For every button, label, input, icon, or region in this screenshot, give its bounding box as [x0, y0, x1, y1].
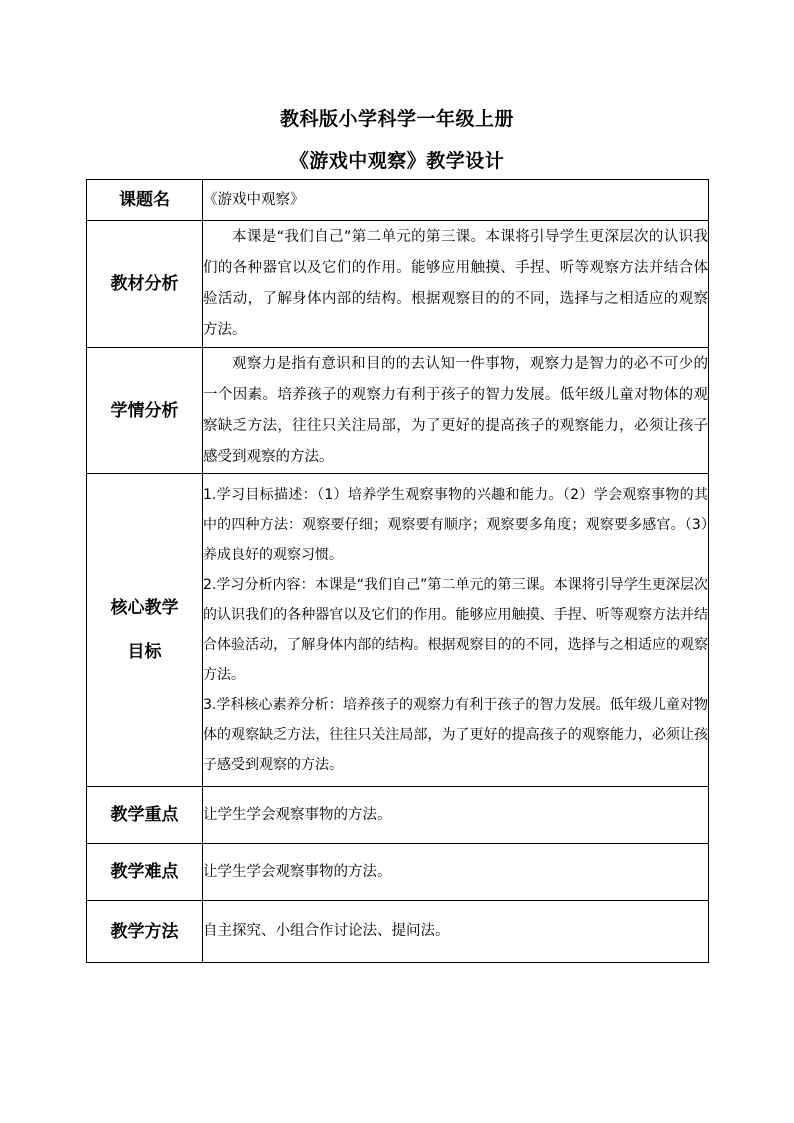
goal-item-3: 3.学科核心素养分析：培养孩子的观察力有利于孩子的智力发展。低年级儿童对物体的观察缺乏方法，往往只关注局部，为了更好的提高孩子的观察能力，必须让孩子感受到观察的方法。	[203, 697, 708, 773]
label-method: 教学方法	[87, 901, 203, 963]
label-core-goals-line1: 核心教学	[110, 598, 179, 618]
label-topic: 课题名	[87, 180, 203, 221]
label-material-analysis: 教材分析	[87, 221, 203, 348]
content-topic: 《游戏中观察》	[203, 180, 709, 221]
label-core-goals	[87, 474, 203, 787]
row-core-goals	[87, 474, 709, 787]
lesson-plan-table	[86, 179, 709, 963]
label-student-analysis: 学情分析	[87, 348, 203, 474]
row-student-analysis	[87, 348, 709, 474]
row-material-analysis	[87, 221, 709, 348]
content-material-analysis: 本课是“我们自己”第二单元的第三课。本课将引导学生更深层次的认识我们的各种器官以及它们的作用。能够应用触摸、手捏、听等观察方法并结合体验活动，了解身体内部的结构。根据观察目的的不同，选择与之相适应的观察方法。	[203, 229, 708, 338]
label-difficulty: 教学难点	[87, 844, 203, 901]
goal-item-1: 1.学习目标描述：（1）培养学生观察事物的兴趣和能力。（2）学会观察事物的其中的四种方法：观察要仔细；观察要有顺序；观察要多角度；观察要多感官。（3）养成良好的观察习惯。	[203, 487, 708, 563]
goal-item-2: 2.学习分析内容：本课是“我们自己”第二单元的第三课。本课将引导学生更深层次的认识我们的各种器官以及它们的作用。能够应用触摸、手捏、听等观察方法并结合体验活动，了解身体内部的结构。根据观察目的的不同，选择与之相适应的观察方法。	[203, 577, 708, 683]
row-method	[87, 901, 709, 963]
label-key-point: 教学重点	[87, 787, 203, 844]
row-topic	[87, 180, 709, 221]
label-core-goals-line2: 目标	[127, 642, 162, 662]
document-subtitle: 《游戏中观察》教学设计	[289, 150, 505, 172]
row-key-point	[87, 787, 709, 844]
content-key-point: 让学生学会观察事物的方法。	[203, 787, 709, 844]
document-title: 教科版小学科学一年级上册	[279, 108, 514, 130]
row-difficulty	[87, 844, 709, 901]
content-difficulty: 让学生学会观察事物的方法。	[203, 844, 709, 901]
content-method: 自主探究、小组合作讨论法、提问法。	[203, 901, 709, 963]
content-student-analysis: 观察力是指有意识和目的的去认知一件事物，观察力是智力的必不可少的一个因素。培养孩子的观察力有利于孩子的智力发展。低年级儿童对物体的观察缺乏方法，往往只关注局部，为了更好的提高孩子的观察能力，必须让孩子感受到观察的方法。	[203, 355, 708, 465]
